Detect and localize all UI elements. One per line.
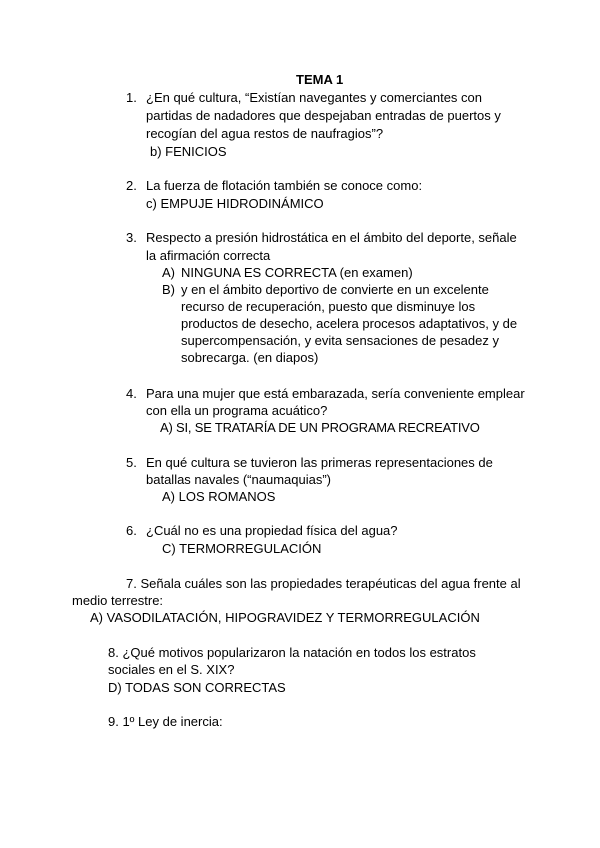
question-number: 5. (126, 455, 137, 470)
question-number: 3. (126, 230, 137, 245)
answer-text: c) EMPUJE HIDRODINÁMICO (146, 196, 324, 211)
question-number: 4. (126, 386, 137, 401)
option-label: B) (162, 282, 175, 297)
answer-text: b) FENICIOS (150, 144, 227, 159)
option-text: NINGUNA ES CORRECTA (en examen) (181, 265, 413, 280)
option-text-line: supercompensación, y evita sensaciones de pesadez y (181, 333, 499, 348)
option-text-line: sobrecarga. (en diapos) (181, 350, 319, 365)
question-text-line: 8. ¿Qué motivos popularizaron la natación en todos los estratos (108, 645, 476, 660)
question-text-line: sociales en el S. XIX? (108, 662, 235, 677)
option-label: A) (162, 265, 175, 280)
question-text-line: recogían del agua restos de naufragios”? (146, 126, 384, 141)
question-text-line: ¿Cuál no es una propiedad física del agua? (146, 523, 398, 538)
question-text-line: medio terrestre: (72, 593, 164, 608)
question-text-line: Respecto a presión hidrostática en el ámbito del deporte, señale (146, 230, 517, 245)
question-text-line: 9. 1º Ley de inercia: (108, 714, 223, 729)
question-number: 1. (126, 90, 137, 105)
option-text-line: y en el ámbito deportivo de convierte en un excelente (181, 282, 489, 297)
answer-text: C) TERMORREGULACIÓN (162, 541, 322, 556)
answer-text: D) TODAS SON CORRECTAS (108, 680, 286, 695)
question-text-line: batallas navales (“naumaquias”) (146, 472, 331, 487)
question-text-line: En qué cultura se tuvieron las primeras representaciones de (146, 455, 493, 470)
question-text-line: La fuerza de flotación también se conoce como: (146, 178, 423, 193)
answer-text: A) SI, SE TRATARÍA DE UN PROGRAMA RECREATIVO (160, 420, 480, 435)
option-text-line: productos de desecho, acelera procesos adaptativos, y de (181, 316, 518, 331)
answer-text: A) LOS ROMANOS (162, 489, 276, 504)
answer-text: A) VASODILATACIÓN, HIPOGRAVIDEZ Y TERMORREGULACIÓN (90, 610, 480, 625)
option-text-line: recurso de recuperación, puesto que disminuye los (181, 299, 476, 314)
question-text-line: con ella un programa acuático? (146, 403, 328, 418)
question-number: 2. (126, 178, 137, 193)
question-number: 6. (126, 523, 137, 538)
question-text-line: ¿En qué cultura, “Existían navegantes y comerciantes con (146, 90, 483, 105)
page-title: TEMA 1 (296, 72, 344, 87)
question-text-line: la afirmación correcta (146, 248, 271, 263)
question-text-line: partidas de nadadores que despejaban entradas de puertos y (146, 108, 501, 123)
question-text-line: Para una mujer que está embarazada, sería conveniente emplear (146, 386, 525, 401)
question-text-line: 7. Señala cuáles son las propiedades terapéuticas del agua frente al (126, 576, 521, 591)
